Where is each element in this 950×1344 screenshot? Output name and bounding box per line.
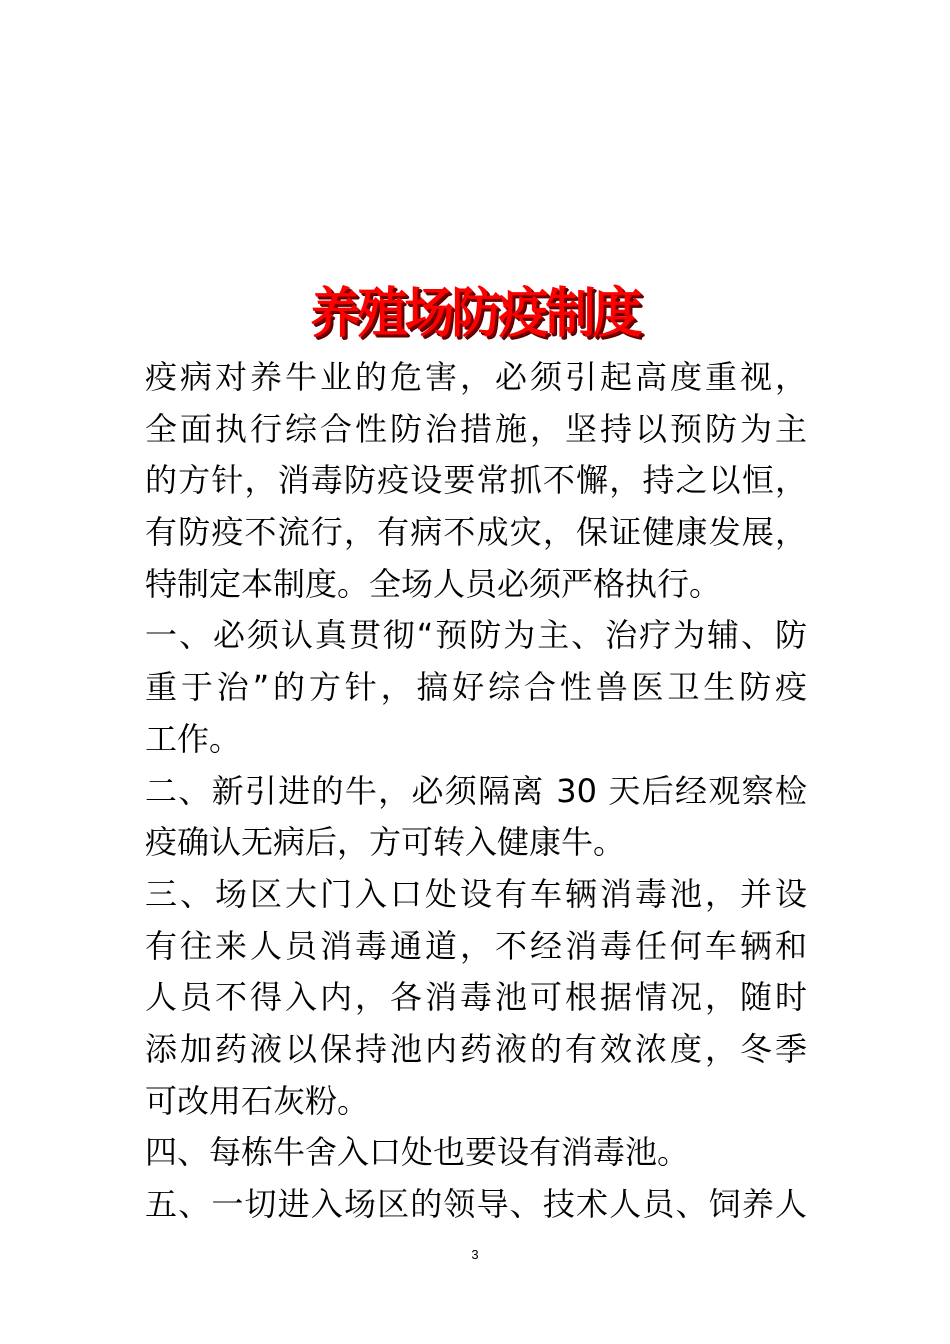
page-number: 3 <box>471 1247 479 1262</box>
body-line: 有防疫不流行，有病不成灾，保证健康发展， <box>145 513 807 552</box>
body-line: 二、新引进的牛，必须隔离 30 天后经观察检 <box>145 771 807 810</box>
body-line: 一、必须认真贯彻“预防为主、治疗为辅、防 <box>145 616 807 655</box>
document-title: 养殖场防疫制度 <box>310 280 640 345</box>
body-line: 可改用石灰粉。 <box>145 1081 370 1120</box>
body-line: 三、场区大门入口处设有车辆消毒池，并设 <box>145 874 807 913</box>
body-line: 有往来人员消毒通道，不经消毒任何车辆和 <box>145 926 807 965</box>
document-body <box>145 352 807 1231</box>
body-line: 的方针，消毒防疫设要常抓不懈，持之以恒， <box>145 461 807 500</box>
body-line: 疫确认无病后，方可转入健康牛。 <box>145 823 626 862</box>
body-line: 重于治”的方针，搞好综合性兽医卫生防疫 <box>145 668 807 707</box>
body-line: 五、一切进入场区的领导、技术人员、饲养人 <box>145 1185 807 1223</box>
body-line: 特制定本制度。全场人员必须严格执行。 <box>145 564 722 603</box>
body-line: 疫病对养牛业的危害，必须引起高度重视， <box>145 358 807 396</box>
body-line: 人员不得入内，各消毒池可根据情况，随时 <box>145 978 807 1017</box>
body-line: 全面执行综合性防治措施，坚持以预防为主 <box>145 409 807 448</box>
body-line: 工作。 <box>145 719 242 758</box>
body-line: 添加药液以保持池内药液的有效浓度，冬季 <box>145 1029 807 1068</box>
body-line: 四、每栋牛舍入口处也要设有消毒池。 <box>145 1133 690 1172</box>
